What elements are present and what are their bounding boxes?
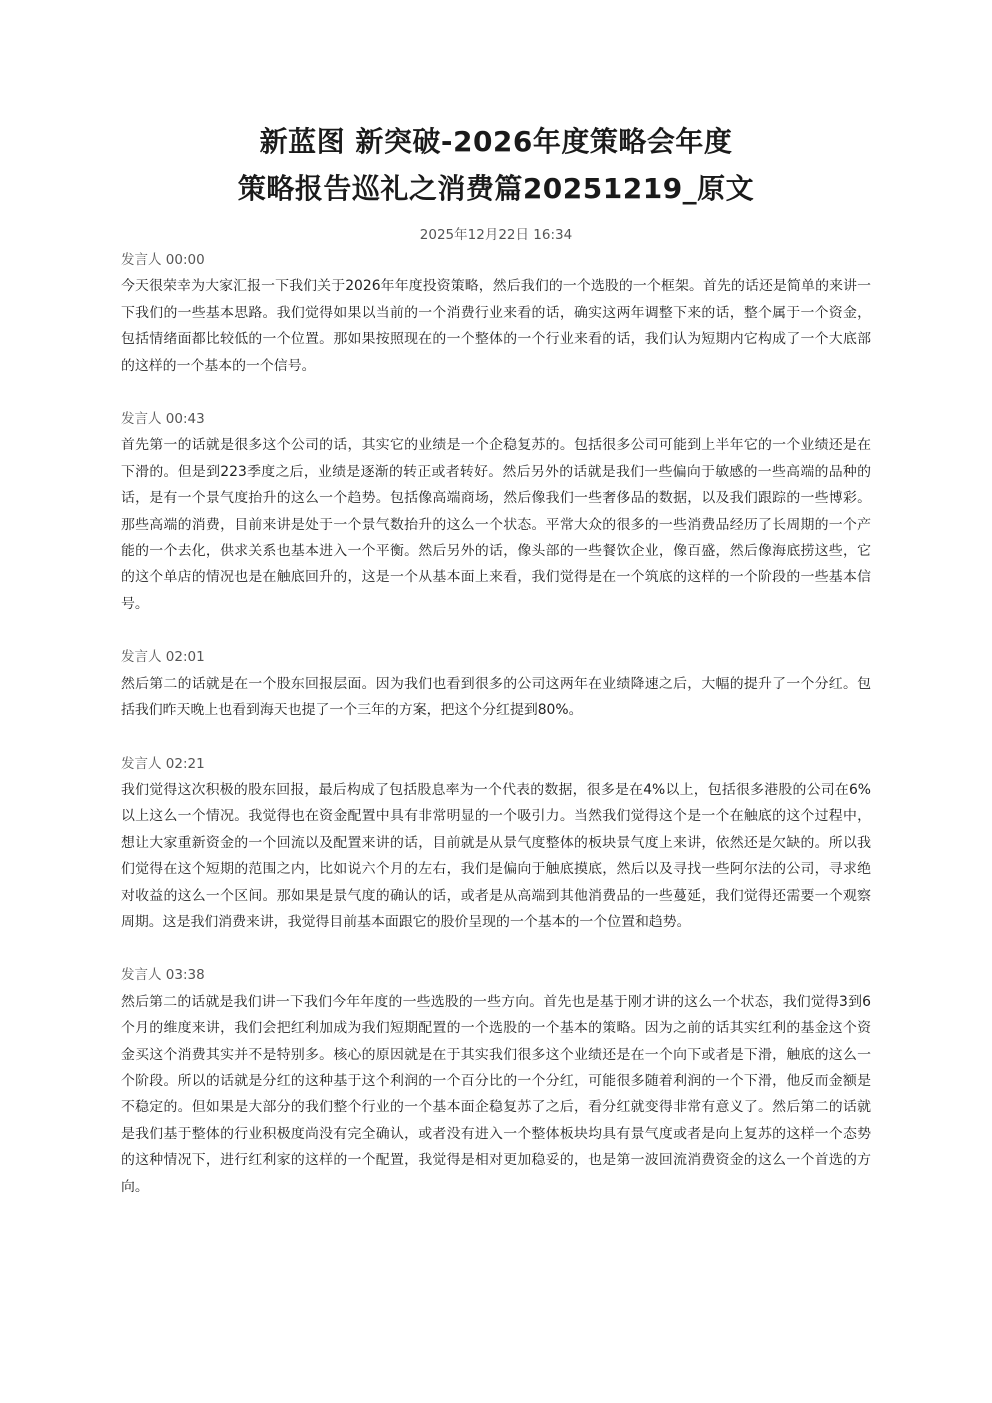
speaker-timestamp: 发言人 02:21	[121, 755, 205, 772]
speaker-timestamp: 发言人 03:38	[121, 967, 205, 984]
segment-text: 然后第二的话就是我们讲一下我们今年年度的一些选股的一些方向。首先也是基于刚才讲的这么一个状态，我们觉得3到6个月的维度来讲，我们会把红利加成为我们短期配置的一个选股的一个基本的策略。因为之前的话其实红利的基金这个资金买这个消费其实并不是特别多。核心的原因就是在于其实我们很多这个业绩还是在一个向下或者是下滑，触底的这么一个阶段。所以的话就是分红的这种基于这个利润的一个百分比的一个分红，可能很多随着利润的一个下滑，他反而金额是不稳定的。但如果是大部分的我们整个行业的一个基本面企稳复苏了之后，看分红就变得非常有意义了。然后第二的话就是我们基于整体的行业积极度尚没有完全确认，或者没有进入一个整体板块均具有景气度或者是向上复苏的这样一个态势的这种情况下，进行红利家的这样的一个配置，我觉得是相对更加稳妥的，也是第一波回流消费资金的这么一个首选的方向。	[121, 993, 871, 1195]
speaker-timestamp: 发言人 02:01	[121, 649, 205, 666]
transcript-segment	[121, 962, 871, 1200]
transcript-segment	[121, 644, 871, 723]
speaker-timestamp: 发言人 00:00	[121, 252, 205, 268]
transcript-segment	[121, 751, 871, 936]
transcript-segment	[121, 406, 871, 617]
segment-text: 今天很荣幸为大家汇报一下我们关于2026年年度投资策略，然后我们的一个选股的一个框架。首先的话还是简单的来讲一下我们的一些基本思路。我们觉得如果以当前的一个消费行业来看的话，确实这两年调整下来的话，整个属于一个资金，包括情绪面都比较低的一个位置。那如果按照现在的一个整体的一个行业来看的话，我们认为短期内它构成了一个大底部的这样的一个基本的一个信号。	[121, 278, 871, 374]
document-date: 2025年12月22日 16:34	[419, 227, 573, 243]
segment-text: 首先第一的话就是很多这个公司的话，其实它的业绩是一个企稳复苏的。包括很多公司可能到上半年它的一个业绩还是在下滑的。但是到223季度之后，业绩是逐渐的转正或者转好。然后另外的话就是我们一些偏向于敏感的一些高端的品种的话，是有一个景气度抬升的这么一个趋势。包括像高端商场，然后像我们一些奢侈品的数据，以及我们跟踪的一些博彩。那些高端的消费，目前来讲是处于一个景气数抬升的这么一个状态。平常大众的很多的一些消费品经历了长周期的一个产能的一个去化，供求关系也基本进入一个平衡。然后另外的话，像头部的一些餐饮企业，像百盛，然后像海底捞这些，它的这个单店的情况也是在触底回升的，这是一个从基本面上来看，我们觉得是在一个筑底的这样的一个阶段的一些基本信号。	[121, 437, 871, 612]
segment-text: 然后第二的话就是在一个股东回报层面。因为我们也看到很多的公司这两年在业绩降速之后，大幅的提升了一个分红。包括我们昨天晚上也看到海天也提了一个三年的方案，把这个分红提到80%。	[121, 675, 871, 719]
document-title	[121, 118, 871, 212]
document-page	[121, 118, 871, 1200]
transcript-segment	[121, 247, 871, 379]
document-title-line-1: 新蓝图 新突破-2026年度策略会年度	[259, 125, 733, 158]
speaker-timestamp: 发言人 00:43	[121, 411, 205, 428]
segment-text: 我们觉得这次积极的股东回报，最后构成了包括股息率为一个代表的数据，很多是在4%以上，包括很多港股的公司在6%以上这么一个情况。我觉得也在资金配置中具有非常明显的一个吸引力。当然我们觉得这个是一个在触底的这个过程中，想让大家重新资金的一个回流以及配置来讲的话，目前就是从景气度整体的板块景气度上来讲，依然还是欠缺的。所以我们觉得在这个短期的范围之内，比如说六个月的左右，我们是偏向于触底摸底，然后以及寻找一些阿尔法的公司，寻求绝对收益的这么一个区间。那如果是景气度的确认的话，或者是从高端到其他消费品的一些蔓延，我们觉得还需要一个观察周期。这是我们消费来讲，我觉得目前基本面跟它的股价呈现的一个基本的一个位置和趋势。	[121, 781, 871, 930]
document-title-line-2: 策略报告巡礼之消费篇20251219_原文	[237, 172, 755, 205]
